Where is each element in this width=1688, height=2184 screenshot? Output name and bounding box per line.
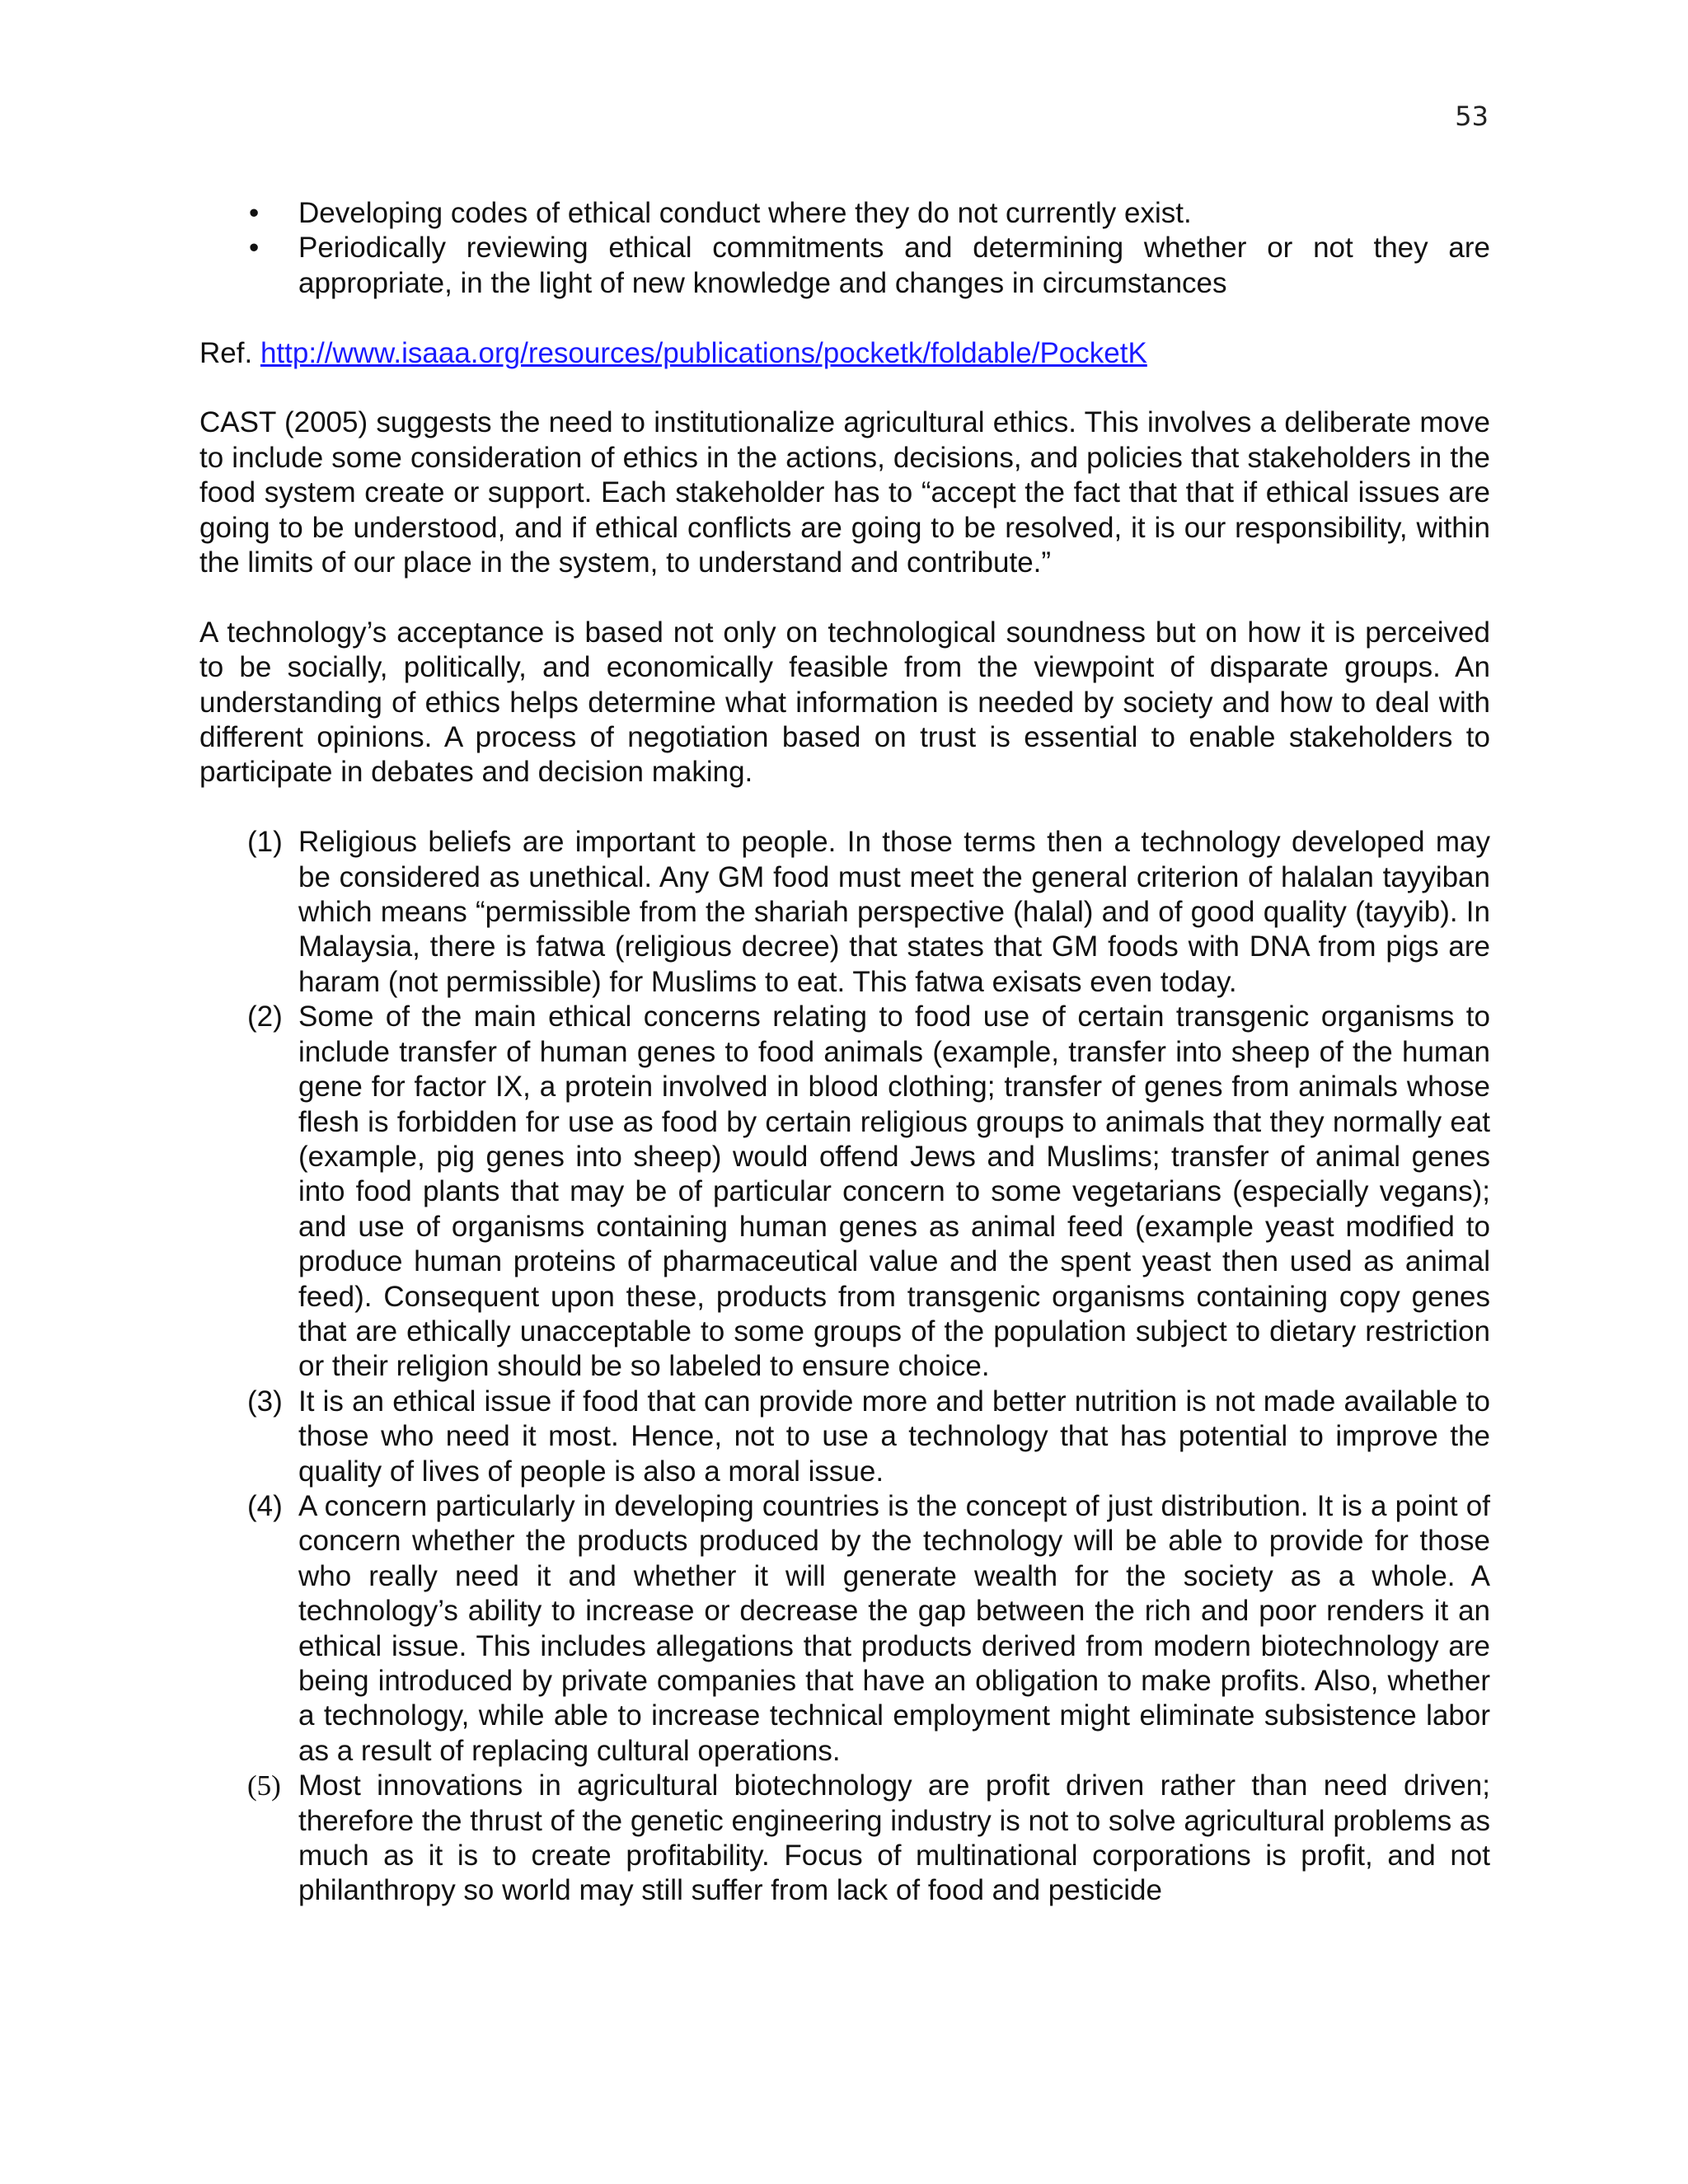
bullet-item [199,196,1490,231]
numbered-item [199,1000,1490,1384]
numbered-item [199,1489,1490,1769]
numbered-list [199,825,1490,1909]
item-text: A concern particularly in developing countries is the concept of just distribution. It is a point of concern whether the products produced by the technology will be able to provide for those who really need it and whether it will generate wealth for the society as a whole. A technology’s ability to increase or decrease the gap between the rich and poor renders it an ethical issue. This includes allegations that products derived from modern biotechnology are being introduced by private companies that have an obligation to make profits. Also, whether a technology, while able to increase technical employment might eliminate subsistence labor as a result of replacing cultural operations. [298,1489,1490,1767]
bullet-icon: • [249,232,260,265]
paragraph-acceptance: A technology’s acceptance is based not only on technological soundness but on how it is perceived to be socially, politically, and economically feasible from the viewpoint of disparate groups. An understanding of ethics helps determine what information is needed by society and how to deal with different opinions. A process of negotiation based on trust is essential to enable stakeholders to participate in debates and decision making. [199,616,1490,789]
item-number: (2) [247,1001,283,1033]
bullet-list [199,196,1490,301]
item-text: It is an ethical issue if food that can provide more and better nutrition is not made available to those who need it most. Hence, not to use a technology that has potential to improve the quality of lives of people is also a moral issue. [298,1385,1490,1488]
item-number: (5) [247,1769,281,1802]
bullet-text: Periodically reviewing ethical commitments and determining whether or not they are appropriate, in the light of new knowledge and changes in circumstances [298,232,1490,299]
item-text: Religious beliefs are important to people. In those terms then a technology developed may be considered as unethical. Any GM food must meet the general criterion of halalan tayyiban which means “permissible from the shariah perspective (halal) and of good quality (tayyib). In Malaysia, there is fatwa (religious decree) that states that GM foods with DNA from pigs are haram (not permissible) for Muslims to eat. This fatwa exisats even today. [298,826,1490,998]
item-number: (4) [247,1489,283,1522]
reference-line [199,336,1490,371]
paragraph-cast: CAST (2005) suggests the need to institutionalize agricultural ethics. This involves a deliberate move to include some consideration of ethics in the actions, decisions, and policies that stakeholders in the food system create or support. Each stakeholder has to “accept the fact that that if ethical issues are going to be understood, and if ethical conflicts are going to be resolved, it is our responsibility, within the limits of our place in the system, to understand and contribute.” [199,406,1490,579]
item-text: Most innovations in agricultural biotechnology are profit driven rather than need driven; therefore the thrust of the genetic engineering industry is not to solve agricultural problems as much as it is to create profitability. Focus of multinational corporations is profit, and not philanthropy so world may still suffer from lack of food and pesticide [298,1769,1490,1907]
numbered-item [199,1385,1490,1489]
numbered-item [199,1769,1490,1909]
numbered-item [199,825,1490,1000]
bullet-text: Developing codes of ethical conduct where they do not currently exist. [298,197,1192,229]
page-body [199,196,1490,1909]
item-number: (3) [247,1385,283,1418]
bullet-item [199,231,1490,301]
bullet-icon: • [249,197,260,229]
item-text: Some of the main ethical concerns relating to food use of certain transgenic organisms to include transfer of human genes to food animals (example, transfer into sheep of the human gene for factor IX, a protein involved in blood clothing; transfer of genes from animals whose flesh is forbidden for use as food by certain religious groups to animals that they normally eat (example, pig genes into sheep) would offend Jews and Muslims; transfer of animal genes into food plants that may be of particular concern to some vegetarians (especially vegans); and use of organisms containing human genes as animal feed (example yeast modified to produce human proteins of pharmaceutical value and the spent yeast then used as animal feed). Consequent upon these, products from transgenic organisms containing copy genes that are ethically unacceptable to some groups of the population subject to dietary restriction or their religion should be so labeled to ensure choice. [298,1001,1490,1383]
reference-prefix: Ref. [199,336,253,369]
reference-link[interactable]: http://www.isaaa.org/resources/publications/pocketk/foldable/PocketK [260,336,1147,369]
page-number: 53 [1455,101,1489,132]
item-number: (1) [247,826,283,859]
